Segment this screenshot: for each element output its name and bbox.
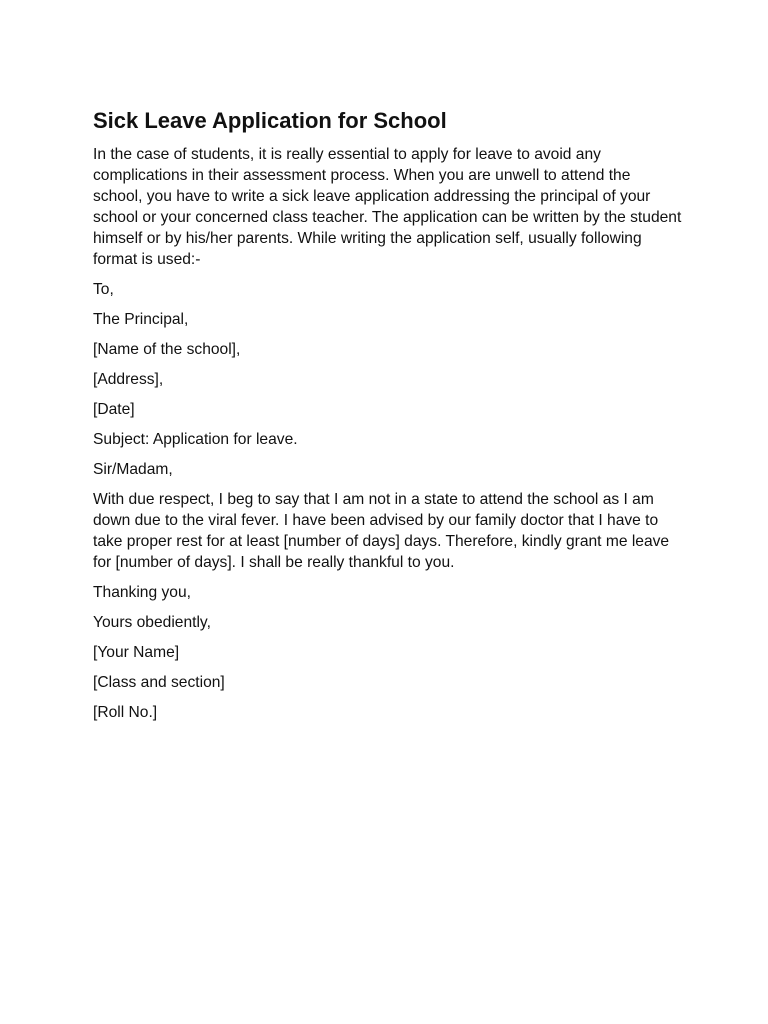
letter-address: [Address],: [93, 371, 164, 388]
letter-school: [Name of the school],: [93, 341, 241, 358]
letter-to: To,: [93, 281, 114, 298]
letter-subject: Subject: Application for leave.: [93, 431, 298, 448]
document-page: [93, 107, 683, 732]
letter-recipient: The Principal,: [93, 311, 189, 328]
document-title: Sick Leave Application for School: [93, 108, 447, 133]
letter-date: [Date]: [93, 401, 135, 418]
letter-body: With due respect, I beg to say that I am not in a state to attend the school as I am down due to the viral fever. I have been advised by our family doctor that I have to take proper rest for at least [number of days] days. Therefore, kindly grant me leave for [number of days]. I shall be really thankful to you.: [93, 491, 670, 571]
letter-roll-no: [Roll No.]: [93, 704, 158, 721]
intro-paragraph: In the case of students, it is really essential to apply for leave to avoid any complications in their assessment process. When you are unwell to attend the school, you have to write a sick leave application addressing the principal of your school or your concerned class teacher. The application can be written by the student himself or by his/her parents. While writing the application self, usually following format is used:-: [93, 146, 682, 268]
letter-salutation: Sir/Madam,: [93, 461, 173, 478]
letter-name: [Your Name]: [93, 644, 180, 661]
letter-class-section: [Class and section]: [93, 674, 225, 691]
letter-sign-off: Yours obediently,: [93, 614, 211, 631]
letter-closing: Thanking you,: [93, 584, 191, 601]
